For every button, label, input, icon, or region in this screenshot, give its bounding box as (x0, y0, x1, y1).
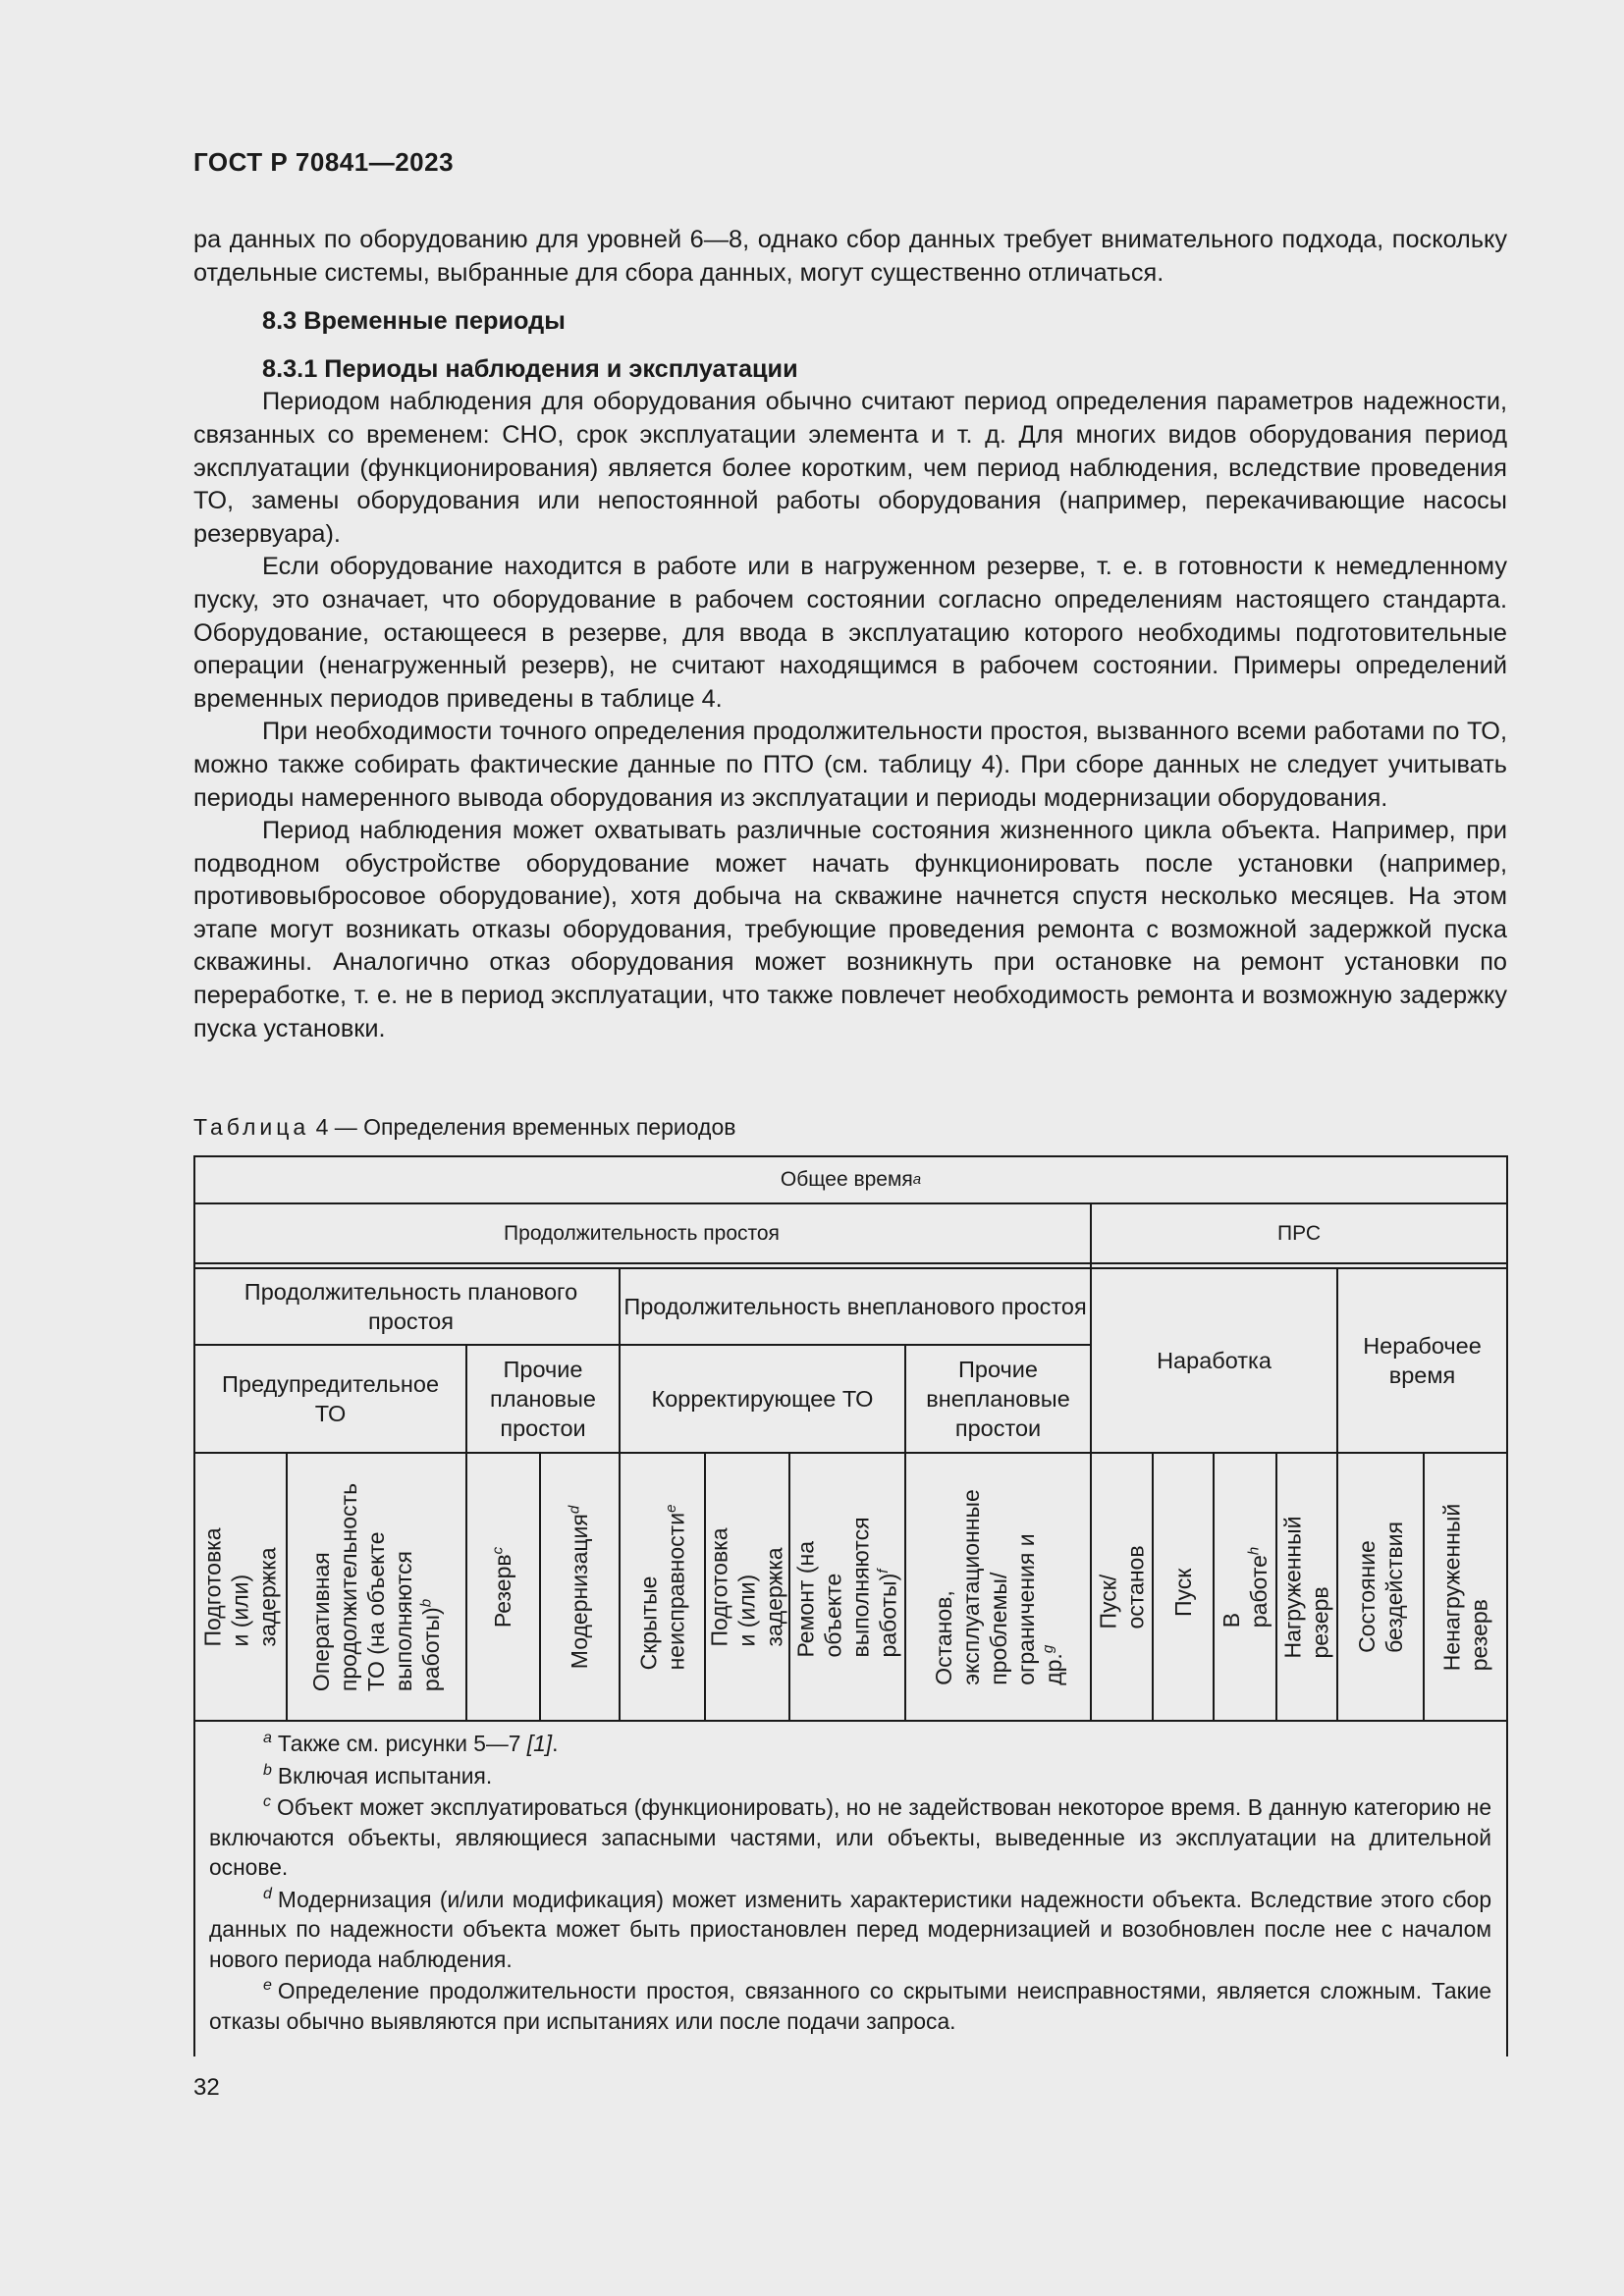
section-heading: 8.3 Временные периоды (262, 307, 566, 336)
document-header: ГОСТ Р 70841—2023 (193, 147, 455, 177)
col-text: Скрытые неисправности (635, 1512, 689, 1670)
footnote-mark: c (489, 1546, 507, 1554)
header-unplanned-downtime: Продолжительность внепланового простоя (623, 1294, 1087, 1319)
header-prs: ПРС (1276, 1221, 1322, 1245)
footnote-mark: d (566, 1505, 583, 1514)
col-text: Пуск (1170, 1568, 1196, 1617)
main-text (193, 224, 1507, 1045)
footnote-mark: c (263, 1793, 271, 1811)
table-caption-word: Таблица (193, 1114, 310, 1140)
paragraph: ра данных по оборудованию для уровней 6—8, однако сбор данных требует внимательного подхода, поскольку отдельные системы, выбранные для сбора данных, могут существенно отличаться. (193, 226, 1507, 287)
col-text: Останов, эксплуатационные проблемы/ ограничения и др. (930, 1488, 1066, 1685)
col-header-hidden-faults (621, 1454, 704, 1720)
col-header-unloaded-reserve (1425, 1454, 1506, 1720)
col-text: Модернизация (567, 1513, 593, 1669)
header-total-time: Общее время a (193, 1157, 1508, 1202)
table-notes (209, 1729, 1491, 2038)
col-text: Состояние бездействия (1354, 1521, 1408, 1653)
footnote-mark: e (263, 1977, 272, 1995)
subsection-heading: 8.3.1 Периоды наблюдения и эксплуатации (262, 354, 798, 383)
col-header-in-operation (1215, 1454, 1275, 1720)
col-header-shutdown-problems (906, 1454, 1090, 1720)
note-text: Определение продолжительности простоя, связанного со скрытыми неисправностями, является сложным. Такие отказы обычно выявляются при испытаниях или после подачи запроса. (209, 1978, 1491, 2034)
col-header-start-stop (1092, 1454, 1152, 1720)
col-text: Подготовка и (или) задержка (200, 1526, 281, 1647)
col-text: Ремонт (на объекте выполняются работы) (793, 1516, 902, 1658)
table-note (209, 1761, 1491, 1791)
header-planned-downtime: Продолжительность планового простоя (244, 1279, 578, 1334)
header-other-unplanned: Прочие внеплановые простои (926, 1357, 1070, 1441)
header-preventive-maintenance: Предупредительное ТО (221, 1371, 440, 1426)
table-rule (193, 1720, 1508, 1722)
header-corrective-maintenance: Корректирующее ТО (651, 1386, 874, 1412)
table-note (209, 1792, 1491, 1883)
col-text: Ненагруженный резерв (1438, 1503, 1492, 1671)
note-tail: . (552, 1731, 559, 1756)
footnote-mark: b (417, 1598, 435, 1607)
footnote-mark: e (662, 1504, 679, 1513)
note-text: Также см. рисунки 5—7 (277, 1731, 527, 1756)
paragraph: Периодом наблюдения для оборудования обычно считают период определения параметров надежности, связанных со временем: СНО, срок эксплуатации элемента и т. д. Для многих видов оборудования период эксплуатации (функционирования) является более коротким, чем период наблюдения, вследствие проведения ТО, замены оборудования или непостоянной работы оборудования (например, перекачивающие насосы резервуара). (193, 388, 1507, 548)
col-text: Нагруженный резерв (1280, 1515, 1334, 1659)
table-caption-title: 4 — Определения временных периодов (315, 1114, 736, 1140)
header-total-label: Общее время (780, 1168, 913, 1191)
col-header-modernization (541, 1454, 619, 1720)
col-header-idle-state (1338, 1454, 1423, 1720)
col-header-preparation-delay-2 (706, 1454, 788, 1720)
col-text: В работе (1218, 1554, 1272, 1628)
header-nonworking-time: Нерабочее время (1363, 1333, 1482, 1388)
note-text: Включая испытания. (277, 1762, 493, 1789)
col-header-reserve (467, 1454, 539, 1720)
paragraph: При необходимости точного определения продолжительности простоя, вызванного всеми работами по ТО, можно также собирать фактические данные по ПТО (см. таблицу 4). При сборе данных не следует учитывать периоды намеренного вывода оборудования из эксплуатации и периоды модернизации оборудования. (193, 718, 1507, 812)
table-border (1506, 1155, 1508, 2056)
paragraph: Если оборудование находится в работе или в нагруженном резерве, т. е. в готовности к немедленному пуску, это означает, что оборудование в рабочем состоянии согласно определениям настоящего стандарта. Оборудование, остающееся в резерве, для ввода в эксплуатацию которого необходимы подготовительные операции (ненагруженный резерв), не считают находящимся в рабочем состоянии. Примеры определений временных периодов приведены в таблице 4. (193, 553, 1507, 713)
header-downtime: Продолжительность простоя (504, 1221, 780, 1245)
col-header-preparation-delay (195, 1454, 286, 1720)
col-header-start (1154, 1454, 1213, 1720)
note-text: Модернизация (и/или модификация) может изменить характеристики надежности объекта. Вследствие этого сбор данных по надежности объекта может быть приостановлен перед модернизацией и возобновлен после нее с началом нового периода наблюдения. (209, 1886, 1491, 1972)
note-text: Объект может эксплуатироваться (функционировать), но не задействован некоторое время. В данную категорию не включаются объекты, являющиеся запасными частями, или объекты, выведенные из эксплуатации на длительной основе. (209, 1794, 1491, 1880)
col-text: Оперативная продолжительность ТО (на объекте выполняются работы) (308, 1482, 445, 1691)
time-periods-table (193, 1155, 1508, 2056)
header-other-planned: Прочие плановые простои (490, 1357, 596, 1441)
footnote-mark: f (875, 1569, 893, 1574)
footnote-mark: h (1245, 1546, 1263, 1555)
col-header-loaded-reserve (1277, 1454, 1336, 1720)
col-text: Подготовка и (или) задержка (707, 1526, 787, 1647)
table-note (209, 1885, 1491, 1975)
page-number: 32 (193, 2074, 220, 2101)
col-header-active-maintenance (288, 1454, 465, 1720)
header-operating-time: Наработка (1157, 1348, 1272, 1373)
table-caption (193, 1114, 735, 1141)
table-note (209, 1976, 1491, 2036)
table-note (209, 1729, 1491, 1759)
table-rule (193, 1262, 1508, 1264)
col-text: Резерв (490, 1553, 516, 1628)
paragraph: Период наблюдения может охватывать различные состояния жизненного цикла объекта. Например, при подводном обустройстве оборудование может начать функционировать после установки (например, противовыбросовое оборудование), хотя добыча на скважине начнется спустя несколько месяцев. На этом этапе могут возникать отказы оборудования, требующие проведения ремонта с возможной задержкой пуска скважины. Аналогично отказ оборудования может возникнуть при остановке на ремонт установки по переработке, т. е. не в период эксплуатации, что также повлечет необходимость ремонта и возможную задержку пуска установки. (193, 817, 1507, 1042)
col-header-repair (790, 1454, 904, 1720)
footnote-mark: a (263, 1730, 272, 1747)
footnote-mark: b (263, 1761, 272, 1779)
note-reference: [1] (526, 1731, 553, 1756)
footnote-mark: d (263, 1885, 272, 1902)
footnote-mark: g (1039, 1644, 1056, 1653)
col-text: Пуск/останов (1095, 1544, 1149, 1629)
